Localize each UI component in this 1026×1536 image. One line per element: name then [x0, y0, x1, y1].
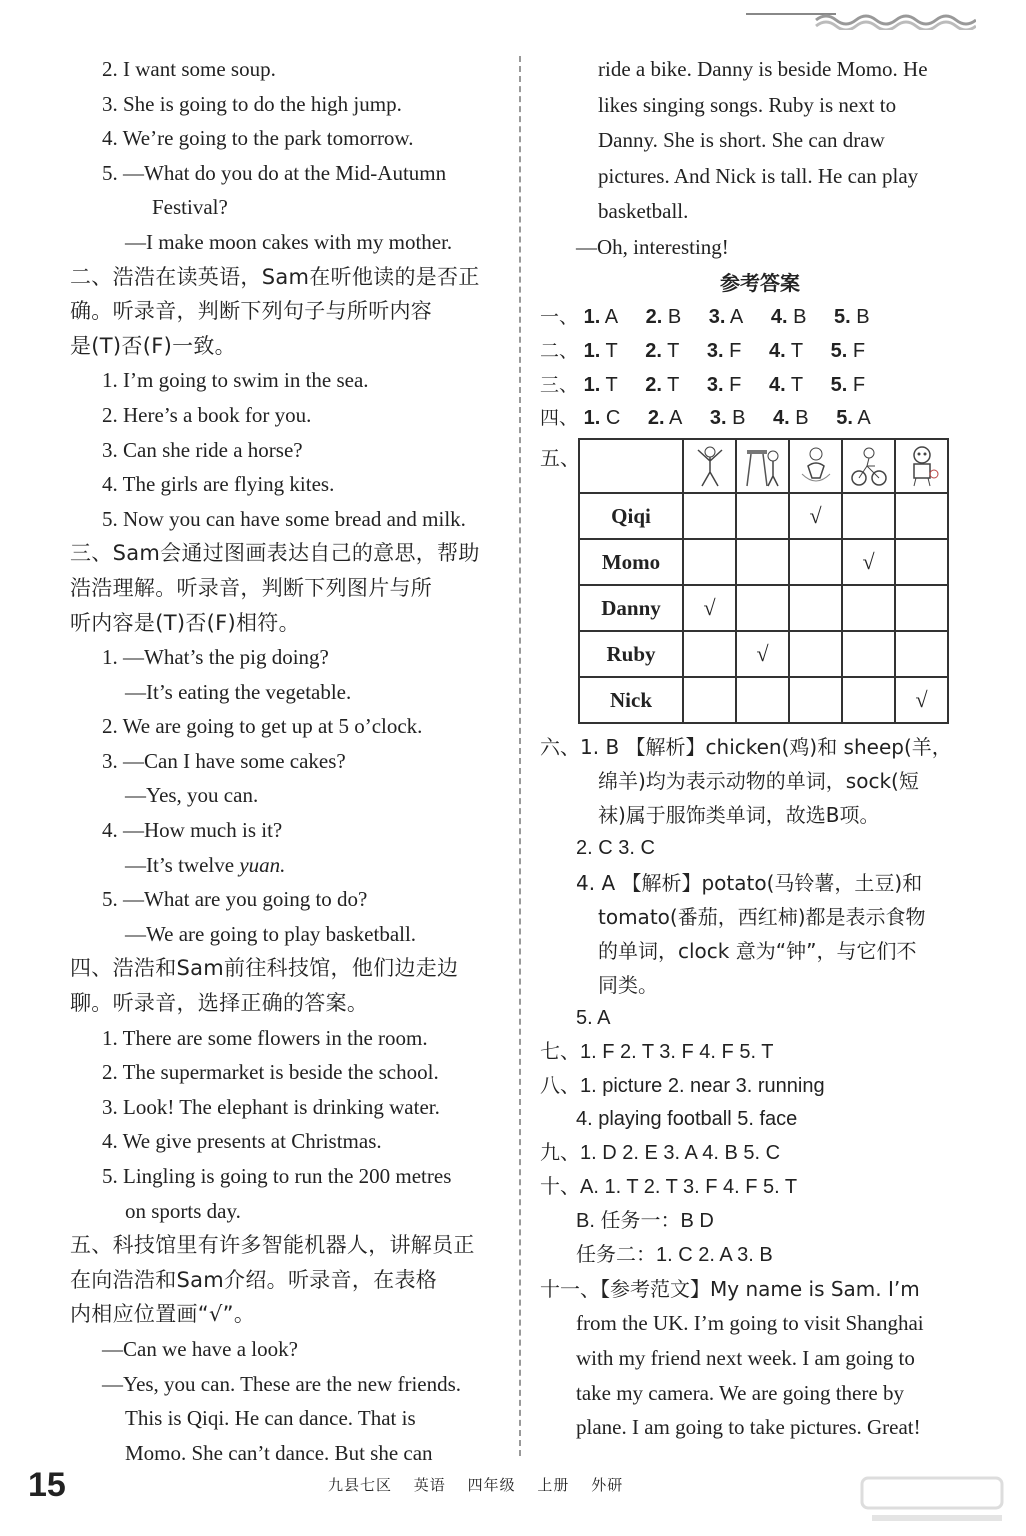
- p2-item-1: 1. I’m going to swim in the sea.: [102, 368, 369, 393]
- cell: [736, 677, 789, 723]
- cell: √: [842, 539, 895, 585]
- part11-line-2: from the UK. I’m going to visit Shanghai: [576, 1311, 924, 1336]
- answer-row-2-prefix: 二、: [540, 339, 579, 362]
- a1-v5: B: [856, 306, 870, 328]
- p6-line-2: 绵羊)均为表示动物的单词，sock(短: [598, 769, 919, 794]
- a2-n3: 3.: [706, 339, 724, 362]
- p5-cont-6: —Oh, interesting!: [576, 234, 729, 259]
- a2-v2: T: [667, 339, 680, 362]
- part8-line-2: 4. playing football 5. face: [576, 1108, 798, 1131]
- a4-n3: 3.: [709, 407, 727, 430]
- part7-answers: 七、1. F 2. T 3. F 4. F 5. T: [540, 1040, 774, 1063]
- draw-icon: [789, 439, 842, 493]
- a4-n1: 1.: [583, 407, 601, 430]
- cell: [842, 585, 895, 631]
- p4-item-1: 1. There are some flowers in the room.: [102, 1025, 428, 1050]
- footer-subject: 英语: [413, 1476, 446, 1494]
- p4-item-3: 3. Look! The elephant is drinking water.: [102, 1094, 440, 1119]
- a2-n5: 5.: [830, 339, 848, 362]
- p3-item-4-answer: [70, 848, 500, 883]
- part11-line-1: 十一、【参考范文】My name is Sam. I’m: [540, 1277, 920, 1302]
- part9-answers: 九、1. D 2. E 3. A 4. B 5. C: [540, 1142, 781, 1165]
- p5-line-1: —Can we have a look?: [102, 1336, 298, 1361]
- p6-line-4: 2. C 3. C: [576, 837, 655, 860]
- row-name-danny: Danny: [579, 585, 683, 631]
- p5-line-2: —Yes, you can. These are the new friends.: [102, 1371, 462, 1396]
- right-column: [540, 52, 980, 1445]
- p5-cont-1: ride a bike. Danny is beside Momo. He: [598, 57, 928, 81]
- a4-n4: 4.: [773, 407, 790, 430]
- part11-line-5: plane. I am going to take pictures. Great!: [576, 1415, 921, 1440]
- p3-item-5: 5. —What are you going to do?: [102, 887, 368, 912]
- cell: [683, 539, 736, 585]
- cell: [683, 677, 736, 723]
- part5-title-1: 五、科技馆里有许多智能机器人，讲解员正: [70, 1233, 475, 1258]
- p4-item-4: 4. We give presents at Christmas.: [102, 1129, 382, 1154]
- p6-line-5: 4. A 【解析】potato(马铃薯，土豆)和: [576, 870, 923, 895]
- p1-item-5-cont: Festival?: [152, 195, 228, 220]
- a1-n2: 2.: [645, 306, 663, 328]
- p3-item-2: 2. We are going to get up at 5 o’clock.: [102, 714, 423, 739]
- a4-v1: C: [605, 407, 621, 430]
- watermark-logo: [822, 1474, 1012, 1530]
- p2-item-5: 5. Now you can have some bread and milk.: [102, 506, 466, 531]
- robot-answer-table: [578, 438, 949, 724]
- part4-title-1: 四、浩浩和Sam前往科技馆，他们边走边: [70, 956, 459, 981]
- a2-v3: F: [729, 339, 742, 362]
- p5-line-4: Momo. She can’t dance. But she can: [125, 1440, 433, 1465]
- p6-line-3: 袜)属于服饰类单词，故选B项。: [598, 803, 880, 828]
- p6-line-1: 六、1. B 【解析】chicken(鸡)和 sheep(羊，: [540, 735, 952, 760]
- cell: [789, 677, 842, 723]
- a1-n1: 1.: [583, 306, 601, 328]
- a2-n1: 1.: [583, 339, 601, 362]
- a1-v3: A: [729, 306, 744, 328]
- p5-line-3: This is Qiqi. He can dance. That is: [125, 1406, 416, 1431]
- p3-item-5-answer: —We are going to play basketball.: [125, 921, 417, 946]
- column-divider: [519, 56, 521, 1456]
- part2-title-2: 确。听录音，判断下列句子与所听内容: [70, 299, 433, 324]
- p2-item-4: 4. The girls are flying kites.: [102, 472, 335, 497]
- footer-grade: 四年级: [467, 1476, 516, 1494]
- a4-n2: 2.: [647, 407, 665, 430]
- row-name-momo: Momo: [579, 539, 683, 585]
- answer-row-2: [540, 335, 980, 369]
- cell: [683, 631, 736, 677]
- cell: [842, 631, 895, 677]
- table-row: [579, 493, 948, 539]
- p1-item-2: 2. I want some soup.: [102, 57, 276, 81]
- part5-title-3: 内相应位置画“√”。: [70, 1302, 256, 1327]
- basketball-icon: [895, 439, 948, 493]
- p2-item-2: 2. Here’s a book for you.: [102, 402, 312, 427]
- a3-v1: T: [605, 373, 618, 396]
- a2-n2: 2.: [645, 339, 662, 362]
- a3-v3: F: [729, 373, 742, 396]
- a3-v5: F: [852, 373, 866, 396]
- a2-v4: T: [790, 339, 804, 362]
- part10-line-3: 任务二：1. C 2. A 3. B: [576, 1243, 773, 1266]
- cell: [736, 493, 789, 539]
- a3-n2: 2.: [645, 373, 662, 396]
- p1-item-4: 4. We’re going to the park tomorrow.: [102, 126, 414, 151]
- a1-v2: B: [667, 306, 682, 328]
- part3-title-3: 听内容是(T)否(F)相符。: [70, 610, 300, 635]
- a3-n4: 4.: [768, 373, 786, 396]
- cell: √: [895, 677, 948, 723]
- cell: [895, 585, 948, 631]
- part10-line-1: 十、A. 1. T 2. T 3. F 4. F 5. T: [540, 1175, 798, 1198]
- p6-line-9: 5. A: [576, 1006, 611, 1029]
- answers-title: 参考答案: [720, 271, 800, 295]
- a1-v1: A: [604, 306, 619, 328]
- answer-row-3: [540, 369, 980, 403]
- p3-item-3-answer: —Yes, you can.: [125, 783, 259, 808]
- p5-cont-3: Danny. She is short. She can draw: [598, 128, 885, 152]
- p3-item-3: 3. —Can I have some cakes?: [102, 748, 346, 773]
- bike-icon: [842, 439, 895, 493]
- footer-volume: 上册: [537, 1476, 570, 1494]
- a3-v2: T: [667, 373, 680, 396]
- table-row: [579, 631, 948, 677]
- answer-row-3-prefix: 三、: [540, 373, 579, 396]
- p2-item-3: 3. Can she ride a horse?: [102, 437, 303, 462]
- footer-region: 九县七区: [328, 1476, 393, 1494]
- cell: √: [736, 631, 789, 677]
- p5-cont-2: likes singing songs. Ruby is next to: [598, 92, 897, 117]
- part2-title-1: 二、浩浩在读英语，Sam在听他读的是否正: [70, 264, 480, 289]
- p4-item-2: 2. The supermarket is beside the school.: [102, 1060, 439, 1085]
- a4-n5: 5.: [836, 407, 853, 430]
- p5-cont-5: basketball.: [598, 199, 689, 223]
- part3-title-2: 浩浩理解。听录音，判断下列图片与所: [70, 575, 433, 600]
- a2-v5: F: [852, 339, 866, 362]
- a4-v3: B: [732, 407, 746, 430]
- p3-item-1-answer: —It’s eating the vegetable.: [125, 679, 352, 704]
- part3-title-1: 三、Sam会通过图画表达自己的意思，帮助: [70, 541, 480, 566]
- footer-edition: 外研: [591, 1476, 624, 1494]
- p6-line-7: 的单词，clock 意为“钟”，与它们不: [598, 938, 917, 963]
- table-corner-cell: [579, 439, 683, 493]
- p3-item-1: 1. —What’s the pig doing?: [102, 645, 329, 670]
- p5-cont-4: pictures. And Nick is tall. He can play: [598, 163, 919, 188]
- part2-title-3: 是(T)否(F)一致。: [70, 333, 236, 358]
- a1-n5: 5.: [833, 306, 851, 328]
- row-name-nick: Nick: [579, 677, 683, 723]
- answer-row-1-prefix: 一、: [540, 306, 579, 328]
- a2-v1: T: [605, 339, 618, 362]
- p1-item-5: 5. —What do you do at the Mid-Autumn: [102, 160, 447, 185]
- cell: [789, 539, 842, 585]
- cell: [789, 631, 842, 677]
- p6-line-6: tomato(番茄，西红柿)都是表示食物: [598, 904, 926, 929]
- dance-icon: [683, 439, 736, 493]
- part8-line-1: 八、1. picture 2. near 3. running: [540, 1074, 825, 1097]
- a4-v4: B: [795, 407, 809, 430]
- table-row: [579, 539, 948, 585]
- answer-row-1: [540, 301, 980, 335]
- cell: [842, 493, 895, 539]
- cell: [895, 493, 948, 539]
- p1-item-3: 3. She is going to do the high jump.: [102, 91, 402, 116]
- header-decoration: [746, 4, 976, 30]
- table-header-row: [579, 439, 948, 493]
- cell: [895, 539, 948, 585]
- part10-line-2: B. 任务一：B D: [576, 1209, 714, 1232]
- cell: [736, 585, 789, 631]
- p1-item-5-answer: —I make moon cakes with my mother.: [125, 229, 453, 254]
- cell: √: [789, 493, 842, 539]
- part4-title-2: 聊。听录音，选择正确的答案。: [70, 991, 369, 1016]
- a1-v4: B: [793, 306, 807, 328]
- cell: [842, 677, 895, 723]
- table-row: [579, 585, 948, 631]
- p3-item-4-answer-text: —It’s twelve: [125, 852, 235, 877]
- answer-row-4-prefix: 四、: [540, 407, 579, 430]
- p4-item-5: 5. Lingling is going to run the 200 metres: [102, 1164, 452, 1188]
- a1-n4: 4.: [770, 306, 788, 328]
- cell: [789, 585, 842, 631]
- cell: [683, 493, 736, 539]
- footer-info: [328, 1474, 639, 1495]
- p4-item-5-cont: on sports day.: [125, 1198, 241, 1223]
- row-name-qiqi: Qiqi: [579, 493, 683, 539]
- p6-line-8: 同类。: [598, 972, 658, 997]
- p3-item-4-yuan: yuan.: [239, 852, 286, 877]
- a2-n4: 4.: [768, 339, 786, 362]
- part5-title-2: 在向浩浩和Sam介绍。听录音，在表格: [70, 1267, 438, 1292]
- answer-row-4: [540, 402, 980, 436]
- p3-item-4: 4. —How much is it?: [102, 818, 283, 843]
- sing-icon: [736, 439, 789, 493]
- part11-line-3: with my friend next week. I am going to: [576, 1345, 915, 1370]
- left-column: [70, 52, 500, 1470]
- a3-n3: 3.: [706, 373, 724, 396]
- part11-line-4: take my camera. We are going there by: [576, 1380, 904, 1405]
- table-row: [579, 677, 948, 723]
- a1-n3: 3.: [708, 306, 726, 328]
- answer-table-block: [540, 438, 980, 724]
- a4-v2: A: [668, 407, 683, 430]
- page-number: 15: [28, 1466, 66, 1504]
- cell: [895, 631, 948, 677]
- cell: [736, 539, 789, 585]
- a4-v5: A: [857, 407, 871, 430]
- a3-n1: 1.: [583, 373, 601, 396]
- answer-row-5-prefix: 五、: [540, 446, 580, 471]
- a3-v4: T: [790, 373, 804, 396]
- row-name-ruby: Ruby: [579, 631, 683, 677]
- cell: √: [683, 585, 736, 631]
- a3-n5: 5.: [830, 373, 848, 396]
